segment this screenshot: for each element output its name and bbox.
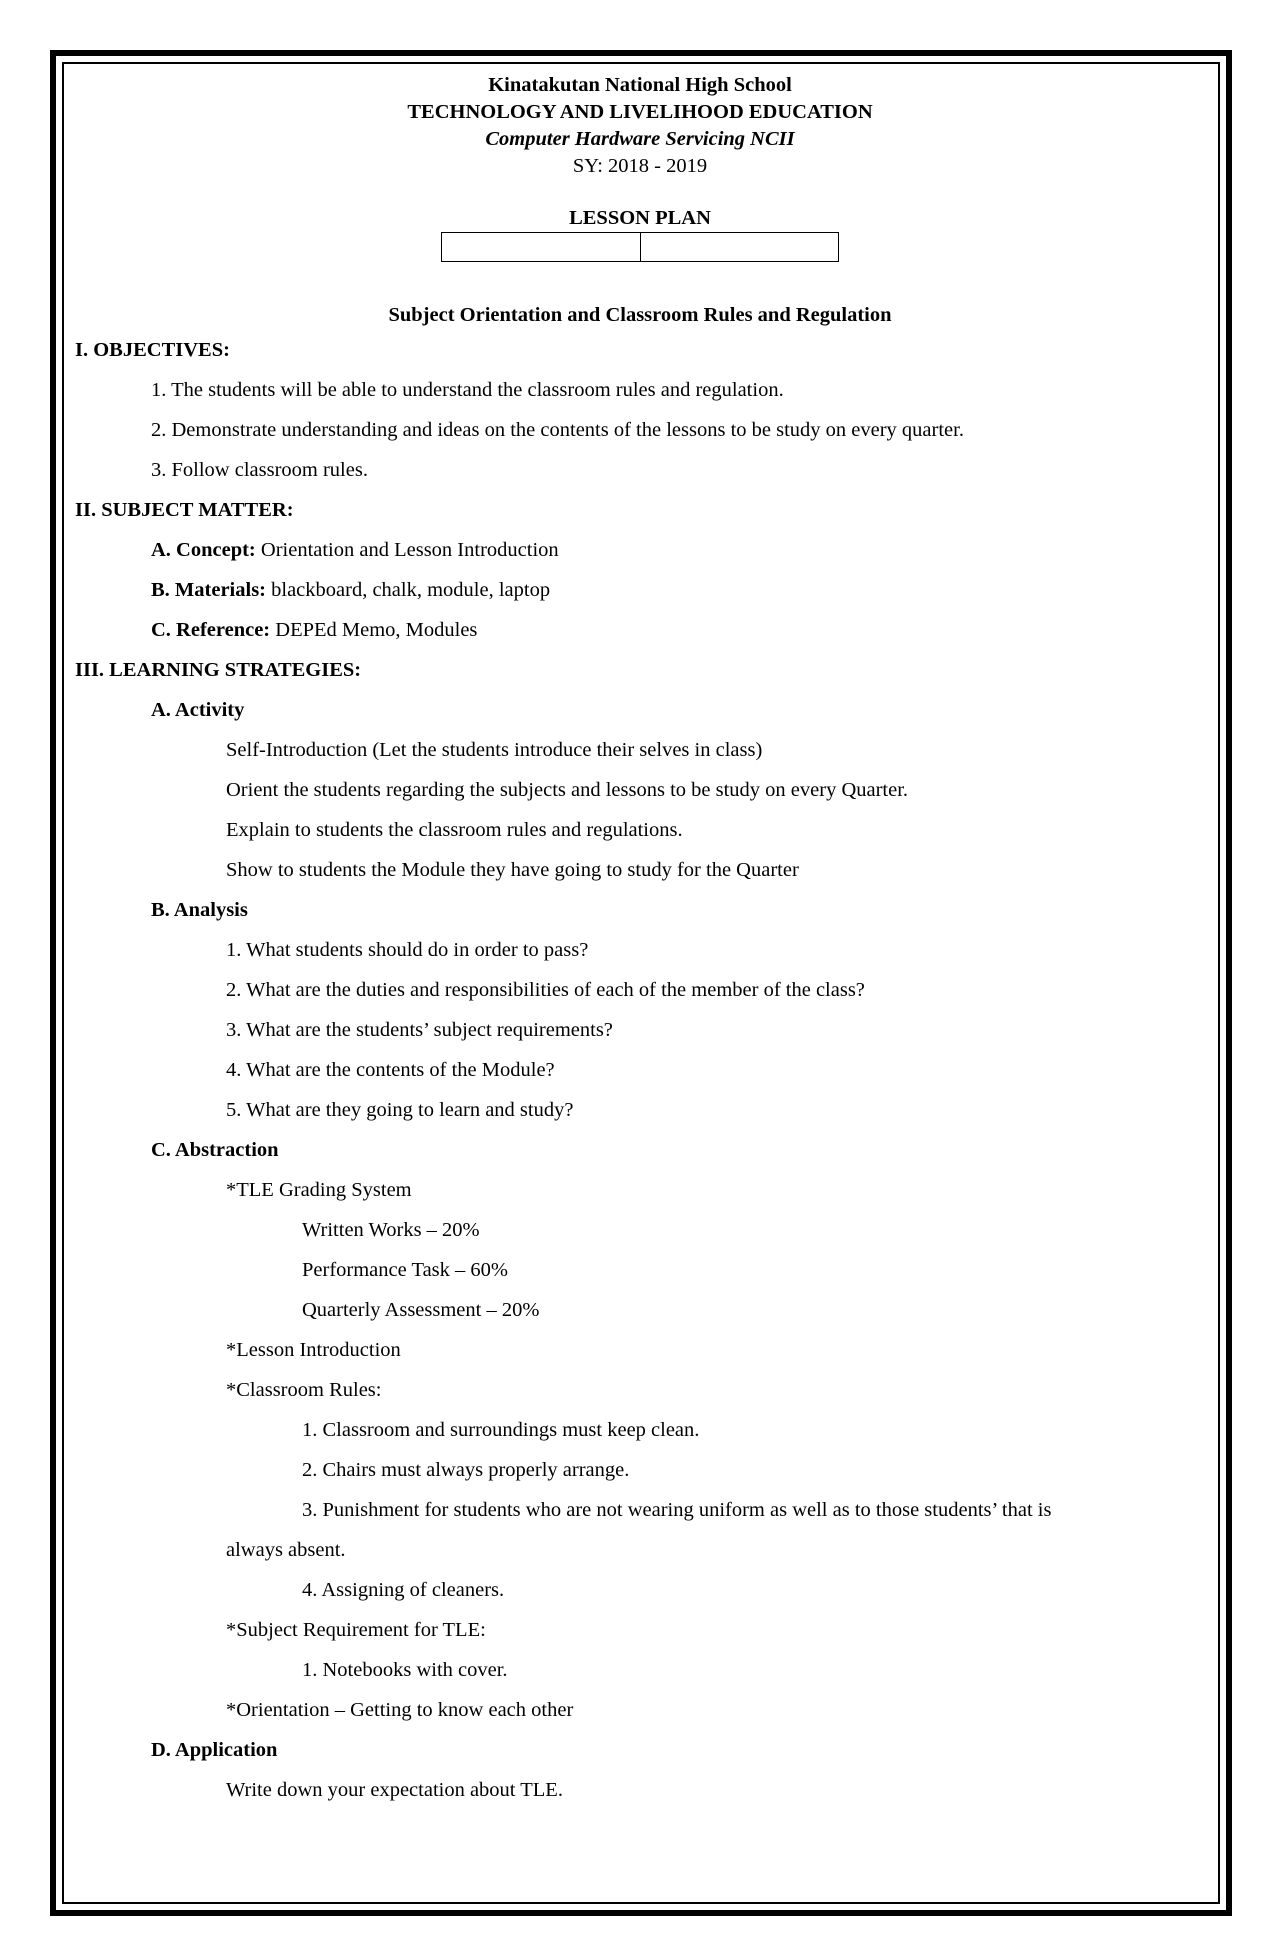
lesson-plan-document [75, 72, 1205, 1810]
subject-matter-heading: II. SUBJECT MATTER: [75, 499, 294, 521]
concept-line [75, 530, 1205, 570]
subject-requirement-heading: *Subject Requirement for TLE: [226, 1619, 486, 1641]
orientation-item: *Orientation – Getting to know each other [226, 1699, 574, 1721]
classroom-rule: 2. Chairs must always properly arrange. [302, 1459, 630, 1481]
grading-item: Performance Task – 60% [302, 1259, 508, 1281]
materials-label: B. Materials: [151, 579, 266, 601]
course-name: Computer Hardware Servicing NCII [485, 128, 795, 150]
activity-item: Orient the students regarding the subjects and lessons to be study on every Quarter. [226, 779, 909, 801]
grading-heading: *TLE Grading System [226, 1179, 412, 1201]
concept-value: Orientation and Lesson Introduction [255, 539, 559, 561]
lesson-plan-table [441, 232, 839, 262]
grading-item: Quarterly Assessment – 20% [302, 1299, 540, 1321]
classroom-rules-heading: *Classroom Rules: [226, 1379, 382, 1401]
classroom-rule-continued: always absent. [226, 1539, 346, 1561]
objectives-heading: I. OBJECTIVES: [75, 339, 230, 361]
materials-line [75, 570, 1205, 610]
school-year: SY: 2018 - 2019 [572, 155, 708, 177]
activity-item: Self-Introduction (Let the students introduce their selves in class) [226, 739, 763, 761]
activity-item: Show to students the Module they have going to study for the Quarter [226, 859, 799, 881]
analysis-item: 1. What students should do in order to pass? [226, 939, 589, 961]
reference-value: DEPEd Memo, Modules [270, 619, 478, 641]
subject-requirement-item: 1. Notebooks with cover. [302, 1659, 508, 1681]
lesson-plan-label: LESSON PLAN [569, 207, 711, 229]
classroom-rule: 3. Punishment for students who are not wearing uniform as well as to those students’ that is [302, 1499, 1052, 1521]
application-text: Write down your expectation about TLE. [226, 1779, 563, 1801]
reference-line [75, 610, 1205, 650]
analysis-item: 3. What are the students’ subject requirements? [226, 1019, 613, 1041]
analysis-item: 5. What are they going to learn and study? [226, 1099, 574, 1121]
objective-item: 3. Follow classroom rules. [151, 459, 368, 481]
application-heading: D. Application [151, 1739, 278, 1761]
activity-item: Explain to students the classroom rules and regulations. [226, 819, 683, 841]
activity-heading: A. Activity [151, 699, 245, 721]
objective-item: 2. Demonstrate understanding and ideas on the contents of the lessons to be study on every quarter. [151, 419, 964, 441]
lesson-plan-cell-left [442, 233, 641, 262]
classroom-rule: 1. Classroom and surroundings must keep clean. [302, 1419, 700, 1441]
lesson-plan-cell-right [640, 233, 839, 262]
lesson-introduction: *Lesson Introduction [226, 1339, 401, 1361]
school-name: Kinatakutan National High School [488, 74, 792, 96]
grading-item: Written Works – 20% [302, 1219, 480, 1241]
reference-label: C. Reference: [151, 619, 271, 641]
strategies-heading: III. LEARNING STRATEGIES: [75, 659, 362, 681]
analysis-item: 2. What are the duties and responsibilities of each of the member of the class? [226, 979, 865, 1001]
analysis-item: 4. What are the contents of the Module? [226, 1059, 555, 1081]
analysis-heading: B. Analysis [151, 899, 248, 921]
concept-label: A. Concept: [151, 539, 256, 561]
objective-item: 1. The students will be able to understand the classroom rules and regulation. [151, 379, 784, 401]
classroom-rule: 4. Assigning of cleaners. [302, 1579, 505, 1601]
materials-value: blackboard, chalk, module, laptop [266, 579, 551, 601]
department-name: TECHNOLOGY AND LIVELIHOOD EDUCATION [407, 101, 873, 123]
abstraction-heading: C. Abstraction [151, 1139, 279, 1161]
subject-title: Subject Orientation and Classroom Rules and Regulation [388, 304, 892, 326]
